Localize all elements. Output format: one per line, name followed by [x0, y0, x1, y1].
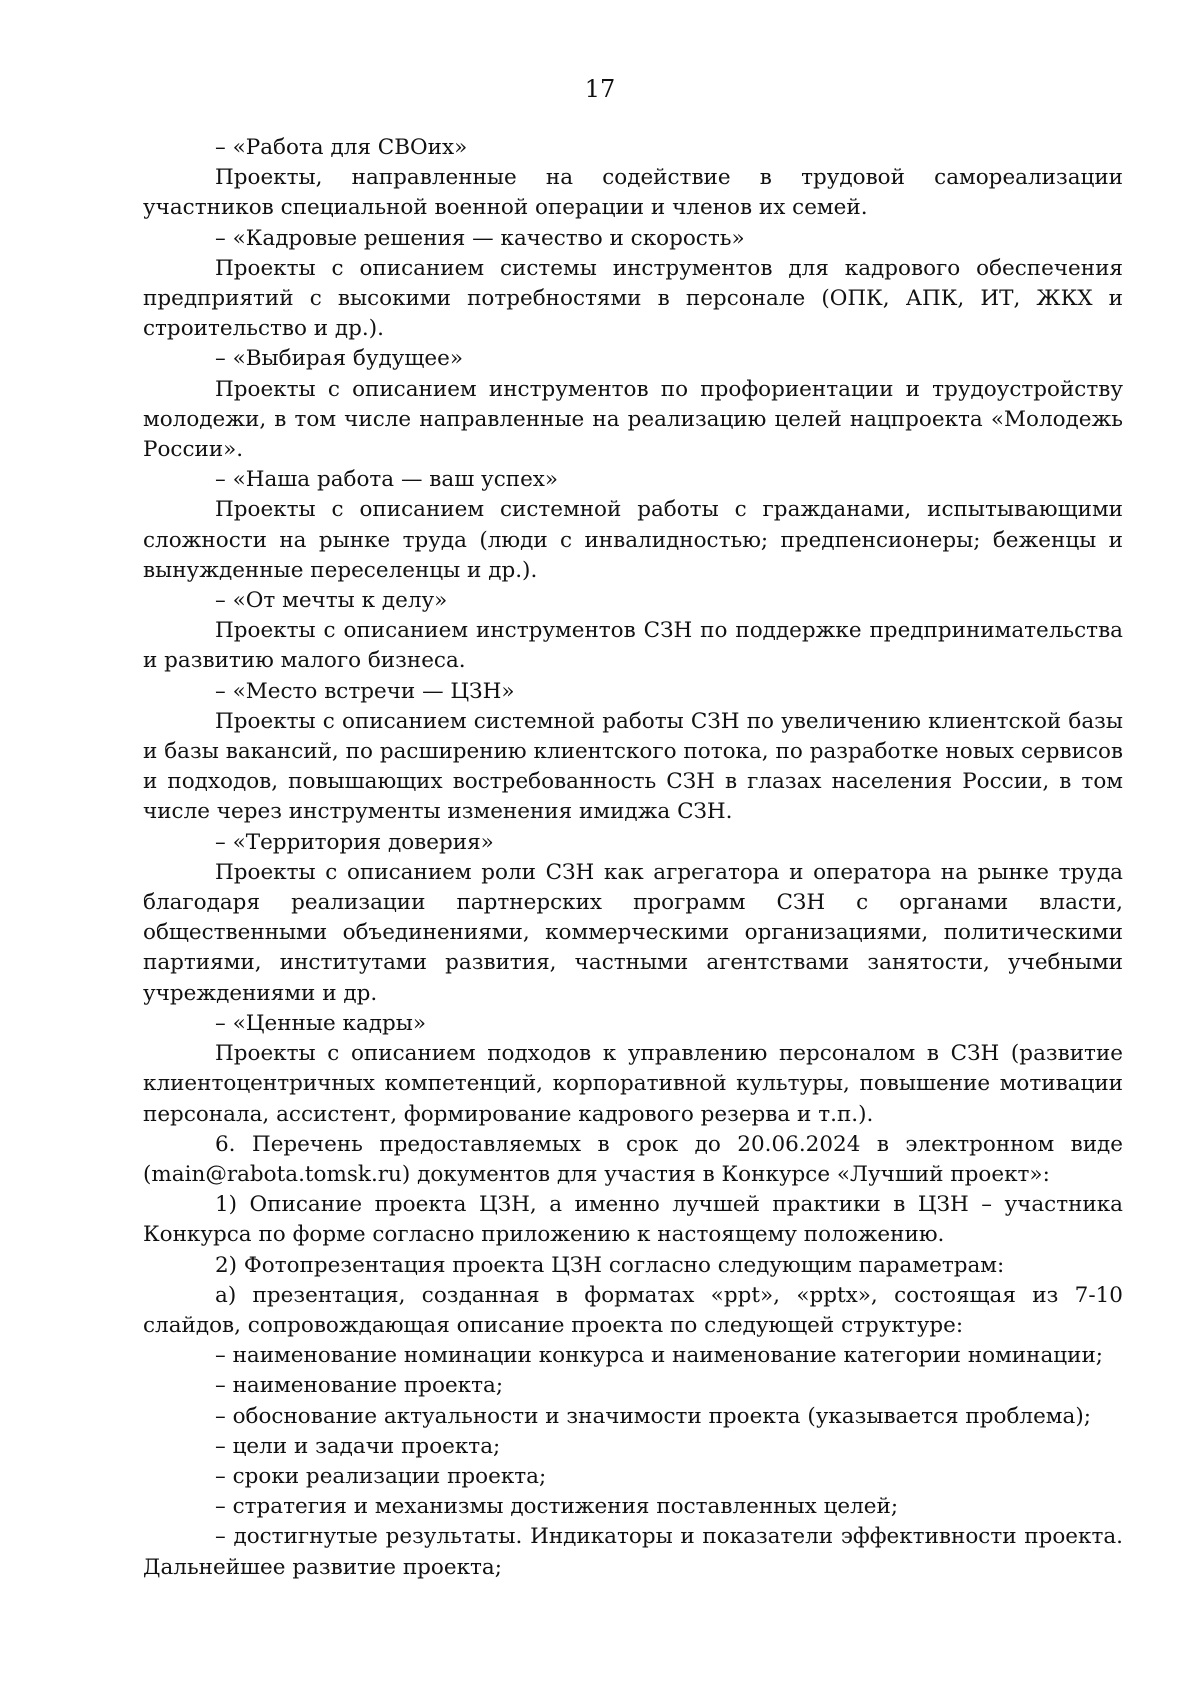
document-body [143, 133, 1123, 1583]
nomination-title: – «Место встречи — ЦЗН» [215, 678, 515, 704]
document-item-1: 1) Описание проекта ЦЗН, а именно лучшей практики в ЦЗН – участника Конкурса по форме согласно приложению к настоящему положению. [143, 1192, 1123, 1248]
structure-item: – достигнутые результаты. Индикаторы и показатели эффективности проекта. Дальнейшее развитие проекта; [143, 1524, 1123, 1580]
nomination-description: Проекты с описанием подходов к управлению персоналом в СЗН (развитие клиентоцентричных компетенций, корпоративной культуры, повышение мотивации персонала, ассистент, формирование кадрового резерва и т.п.). [143, 1041, 1123, 1127]
structure-item: – сроки реализации проекта; [215, 1463, 547, 1489]
nomination-title: – «Наша работа — ваш успех» [215, 467, 559, 493]
structure-item: – наименование проекта; [215, 1373, 504, 1399]
presentation-requirements: а) презентация, созданная в форматах «ppt», «pptx», состоящая из 7-10 слайдов, сопровождающая описание проекта по следующей структуре: [143, 1282, 1123, 1338]
nomination-description: Проекты с описанием инструментов СЗН по поддержке предпринимательства и развитию малого бизнеса. [143, 618, 1123, 674]
nomination-description: Проекты с описанием системы инструментов для кадрового обеспечения предприятий с высокими потребностями в персонале (ОПК, АПК, ИТ, ЖКХ и строительство и др.). [143, 255, 1123, 342]
nomination-description: Проекты с описанием роли СЗН как агрегатора и оператора на рынке труда благодаря реализации партнерских программ СЗН с органами власти, общественными объединениями, коммерческими организациями, политическими партиями, институтами развития, частными агентствами занятости, учебными учреждениями и др. [143, 859, 1123, 1006]
nomination-title: – «От мечты к делу» [215, 588, 448, 614]
nomination-title: – «Территория доверия» [215, 829, 494, 855]
nomination-title: – «Работа для СВОих» [215, 135, 468, 160]
nomination-description: Проекты с описанием системной работы с гражданами, испытывающими сложности на рынке труда (люди с инвалидностью; предпенсионеры; беженцы и вынужденные переселенцы и др.). [143, 497, 1123, 583]
nomination-description: Проекты, направленные на содействие в трудовой самореализации участников специальной военной операции и членов их семей. [143, 165, 1123, 221]
nomination-description: Проекты с описанием системной работы СЗН по увеличению клиентской базы и базы вакансий, по расширению клиентского потока, по разработке новых сервисов и подходов, повышающих востребованность СЗН в глазах населения России, в том числе через инструменты изменения имиджа СЗН. [143, 708, 1123, 825]
nomination-title: – «Кадровые решения — качество и скорость» [215, 225, 745, 251]
document-item-2: 2) Фотопрезентация проекта ЦЗН согласно следующим параметрам: [215, 1252, 1005, 1278]
nomination-title: – «Ценные кадры» [215, 1010, 427, 1036]
section-6-paragraph: 6. Перечень предоставляемых в срок до 20.06.2024 в электронном виде (main@rabota.tomsk.ru) документов для участия в Конкурсе «Лучший проект»: [143, 1131, 1123, 1187]
structure-item: – стратегия и механизмы достижения поставленных целей; [215, 1494, 899, 1520]
structure-item: – цели и задачи проекта; [215, 1433, 501, 1459]
structure-item: – наименование номинации конкурса и наименование категории номинации; [215, 1343, 1104, 1369]
structure-item: – обоснование актуальности и значимости проекта (указывается проблема); [215, 1403, 1091, 1429]
nomination-title: – «Выбирая будущее» [215, 346, 463, 372]
nomination-description: Проекты с описанием инструментов по профориентации и трудоустройству молодежи, в том числе направленные на реализацию целей нацпроекта «Молодежь России». [143, 376, 1123, 463]
page-number: 17 [584, 75, 616, 103]
